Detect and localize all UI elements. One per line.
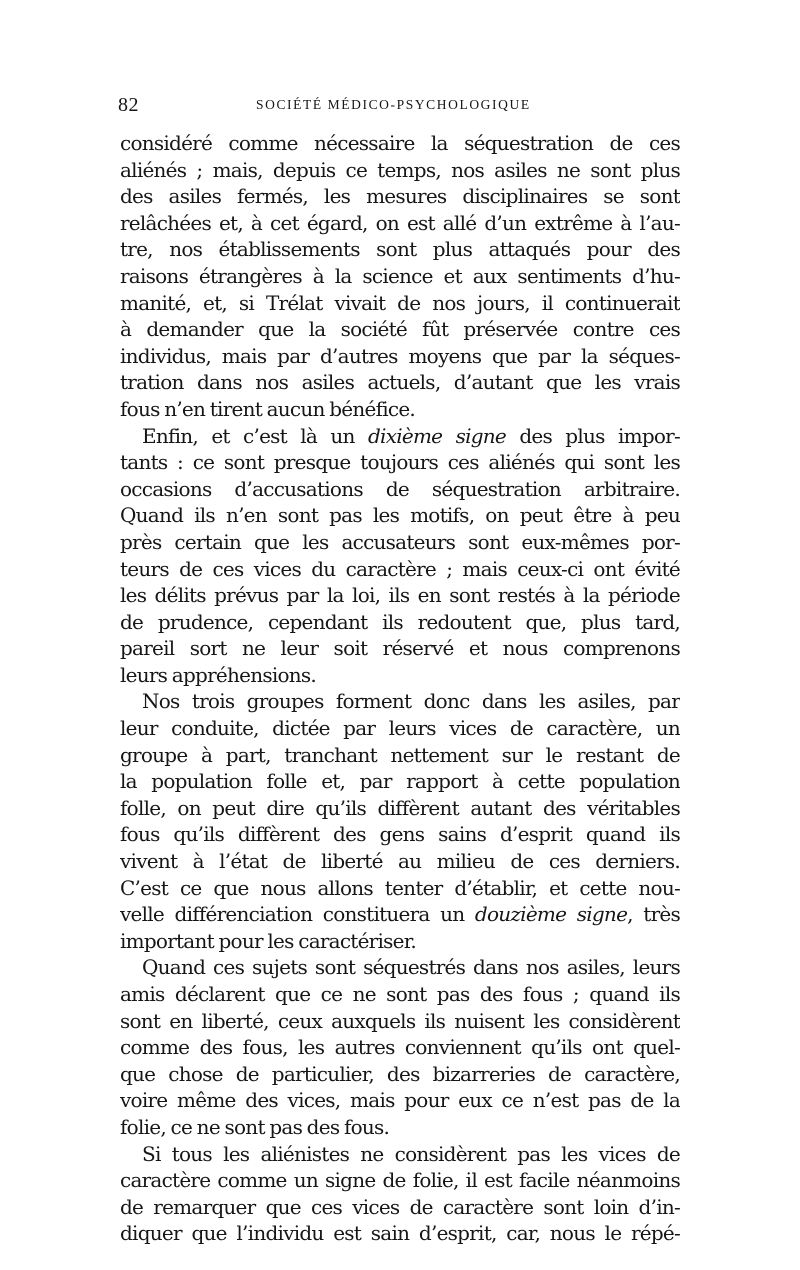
running-head-title: SOCIÉTÉ MÉDICO-PSYCHOLOGIQUE — [256, 97, 531, 112]
text-line: Quand ces sujets sont séquestrés dans nos asiles, leurs — [142, 955, 680, 980]
page-number: 82 — [118, 94, 139, 116]
text-line: près certain que les accusateurs sont eux-mêmes por- — [120, 529, 680, 554]
text-line: tration dans nos asiles actuels, d’autant que les vrais — [120, 370, 680, 395]
text-line: fous n’en tirent aucun bénéfice. — [120, 396, 416, 421]
text-line: diquer que l’individu est sain d’esprit, car, nous le répé- — [120, 1221, 680, 1246]
text-line: individus, mais par d’autres moyens que par la séques- — [120, 343, 680, 368]
text-line: fous qu’ils diffèrent des gens sains d’esprit quand ils — [120, 822, 680, 847]
text-line: velle différenciation constituera un douzième signe, très — [120, 902, 680, 927]
text-line: vivent à l’état de liberté au milieu de ces derniers. — [120, 849, 680, 874]
text-line: Enfin, et c’est là un dixième signe des plus impor- — [142, 423, 680, 448]
text-line: pareil sort ne leur soit réservé et nous comprenons — [120, 636, 680, 661]
text-line: teurs de ces vices du caractère ; mais ceux-ci ont évité — [120, 556, 680, 581]
text-line: groupe à part, tranchant nettement sur le restant de — [120, 742, 680, 767]
text-line: raisons étrangères à la science et aux sentiments d’hu- — [120, 263, 680, 288]
text-line: leur conduite, dictée par leurs vices de caractère, un — [120, 716, 680, 741]
text-line: C’est ce que nous allons tenter d’établir, et cette nou- — [120, 875, 680, 900]
text-line: tre, nos établissements sont plus attaqués pour des — [120, 237, 680, 262]
text-line: occasions d’accusations de séquestration arbitraire. — [120, 476, 680, 501]
text-line: Quand ils n’en sont pas les motifs, on peut être à peu — [120, 503, 680, 528]
italic-term: dixième signe — [368, 423, 507, 448]
text-line: manité, et, si Trélat vivait de nos jours, il continuerait — [120, 290, 680, 315]
text-line: voire même des vices, mais pour eux ce n’est pas de la — [120, 1088, 680, 1113]
text-line: considéré comme nécessaire la séquestration de ces — [120, 131, 680, 155]
italic-term: douzième signe — [474, 902, 628, 927]
text-line: relâchées et, à cet égard, on est allé d’un extrême à l’au- — [120, 210, 680, 235]
text-line: Nos trois groupes forment donc dans les asiles, par — [142, 689, 680, 714]
text-line: folie, ce ne sont pas des fous. — [120, 1114, 390, 1139]
text-line: caractère comme un signe de folie, il est facile néanmoins — [120, 1168, 680, 1193]
text-line: folle, on peut dire qu’ils diffèrent autant des véritables — [120, 795, 680, 820]
text-line: de remarquer que ces vices de caractère sont loin d’in- — [120, 1194, 680, 1219]
text-line: amis déclarent que ce ne sont pas des fous ; quand ils — [120, 982, 680, 1006]
text-line: à demander que la société fût préservée contre ces — [120, 317, 680, 342]
text-line: leurs appréhensions. — [120, 662, 317, 687]
text-line: Si tous les aliénistes ne considèrent pas les vices de — [142, 1141, 680, 1166]
text-line: sont en liberté, ceux auxquels ils nuisent les considèrent — [120, 1008, 680, 1033]
body-text — [120, 130, 680, 1247]
text-line: que chose de particulier, des bizarreries de caractère, — [120, 1061, 680, 1086]
text-line: des asiles fermés, les mesures disciplinaires se sont — [120, 184, 680, 209]
running-head — [118, 93, 676, 117]
text-line: de prudence, cependant ils redoutent que, plus tard, — [120, 609, 680, 634]
text-line: important pour les caractériser. — [120, 928, 416, 953]
text-line: tants : ce sont presque toujours ces aliénés qui sont les — [120, 450, 680, 475]
text-line: comme des fous, les autres conviennent qu’ils ont quel- — [120, 1035, 680, 1060]
text-line: la population folle et, par rapport à cette population — [120, 769, 680, 794]
text-line: aliénés ; mais, depuis ce temps, nos asiles ne sont plus — [120, 157, 680, 182]
text-line: les délits prévus par la loi, ils en sont restés à la période — [120, 583, 680, 608]
